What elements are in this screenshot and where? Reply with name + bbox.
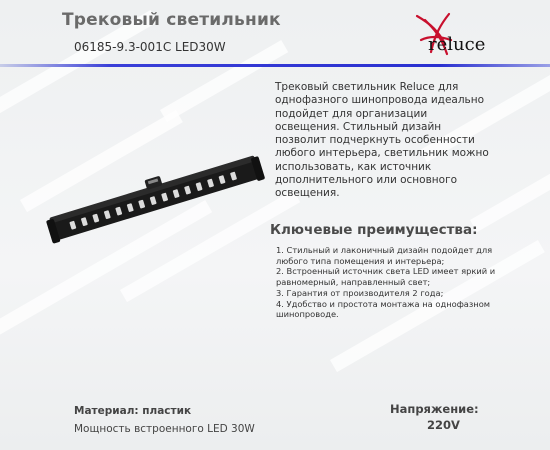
list-item: 2. Встроенный источник света LED имеет яркий и равномерный, направленный свет;	[276, 266, 496, 288]
voltage-label: Напряжение:	[390, 402, 479, 416]
product-code: 06185-9.3-001C LED30W	[74, 40, 226, 54]
advantages-list	[276, 245, 506, 320]
voltage-value: 220V	[427, 418, 460, 432]
power-spec: Мощность встроенного LED 30W	[74, 423, 255, 435]
header-divider	[0, 64, 550, 67]
list-item: 3. Гарантия от производителя 2 года;	[276, 287, 444, 298]
list-item: 1. Стильный и лаконичный дизайн подойдет для любого типа помещения и интерьера;	[276, 245, 493, 266]
advantages-title: Ключевые преимущества:	[270, 222, 478, 238]
material-spec: Материал: пластик	[74, 405, 192, 417]
brand-name: reluce	[428, 34, 486, 55]
list-item: 4. Удобство и простота монтажа на однофазном шинопроводе.	[276, 298, 491, 320]
page-title: Трековый светильник	[62, 10, 281, 30]
product-description: Трековый светильник Reluce для однофазного шинопровода идеально подойдет для организации освещения. Стильный дизайн позволит подчеркнуть особенности любого интерьера, светильник можно использовать, как источник дополнительного или основного освещения.	[275, 81, 489, 200]
track-light-product-image	[40, 150, 270, 245]
